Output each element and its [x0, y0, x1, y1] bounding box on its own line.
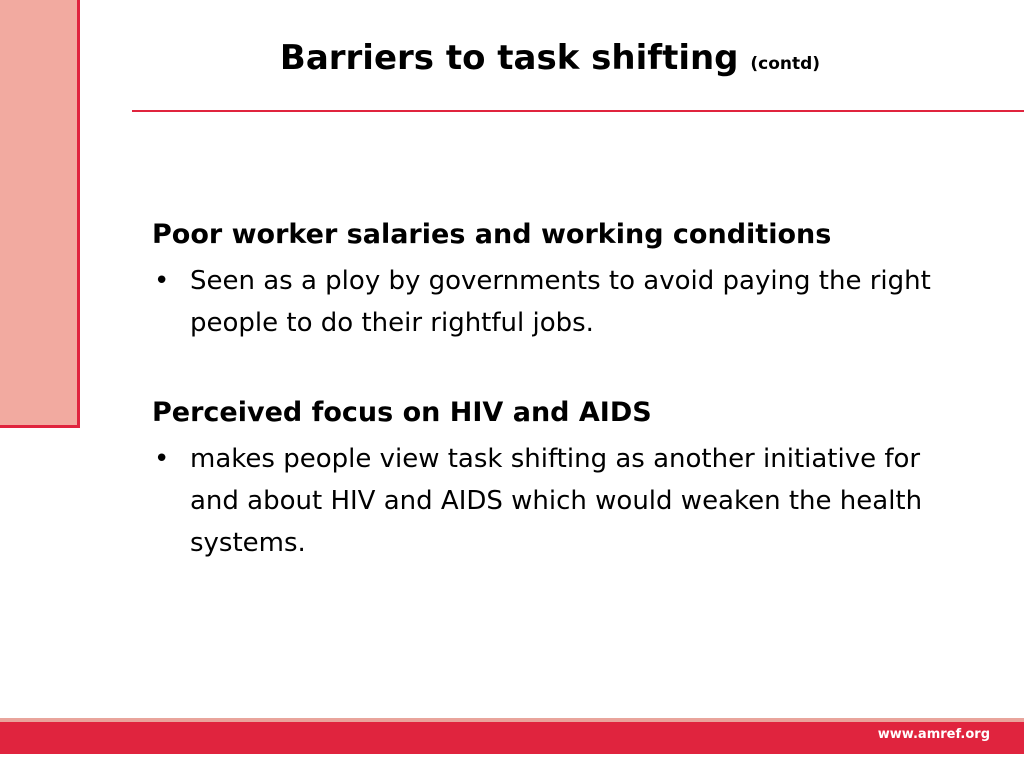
bullet-item-hiv-focus: [152, 438, 942, 564]
slide-body: [152, 214, 942, 564]
bullet-dot: •: [154, 444, 170, 474]
bullet-text-salaries: Seen as a ploy by governments to avoid paying the right people to do their rightful jobs.: [190, 266, 931, 338]
bullet-dot: •: [154, 266, 170, 296]
footer-url[interactable]: www.amref.org: [877, 727, 990, 742]
bullet-text-hiv-focus: makes people view task shifting as another initiative for and about HIV and AIDS which would weaken the health systems.: [190, 444, 923, 558]
bullet-item-salaries: [152, 260, 942, 344]
side-decor-panel: [0, 0, 80, 428]
section-heading-salaries: Poor worker salaries and working conditions: [152, 219, 832, 250]
section-heading-hiv-focus: Perceived focus on HIV and AIDS: [152, 397, 652, 428]
section-spacer: [152, 344, 942, 392]
footer-band: [0, 718, 1024, 754]
title-divider: [132, 110, 1024, 112]
slide-title: [180, 38, 920, 78]
slide-title-suffix: (contd): [750, 54, 821, 74]
slide-title-text: Barriers to task shifting: [279, 38, 739, 78]
